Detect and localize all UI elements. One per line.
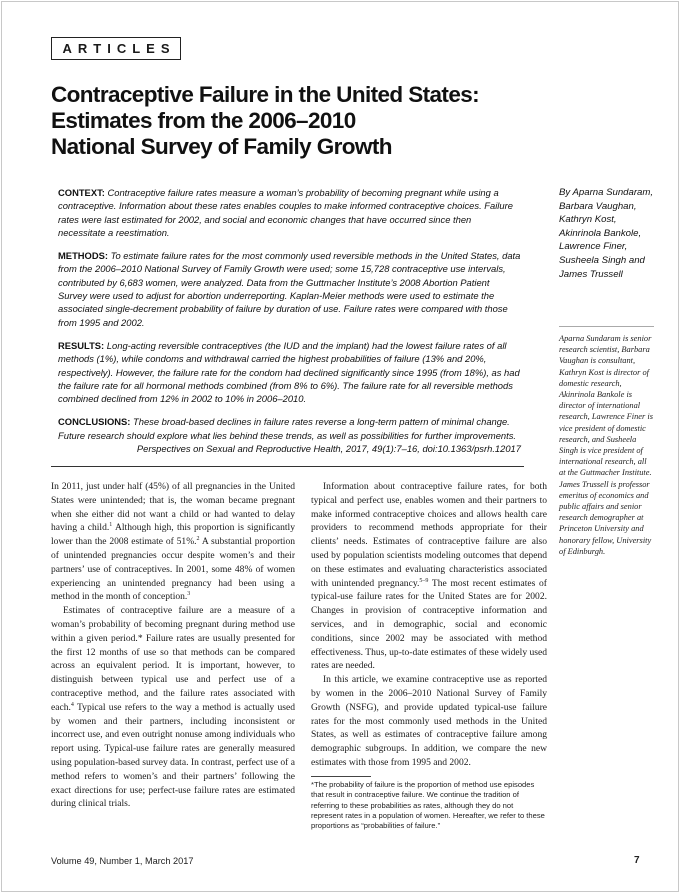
issue-info: Volume 49, Number 1, March 2017 <box>51 856 194 866</box>
section-label: ARTICLES <box>51 37 181 60</box>
body-column-right <box>311 480 547 770</box>
body-text: A substantial proportion of unintended pregnancies occur despite women’s and their partners’ use of contraceptives. In 2001, some 48% of women experiencing an unintended pregnancy had been using a method in the month of conception. <box>51 536 296 603</box>
footnote-divider <box>311 776 371 777</box>
page-number: 7 <box>634 855 640 866</box>
context-text: Contraceptive failure rates measure a woman’s probability of becoming pregnant while using a contraceptive. Information about these rates enables couples to make informed contraceptive choices. Failure rates were last estimated for 2002, and social and economic changes that have occurred since then necessitate a reestimation. <box>58 187 513 238</box>
reference-marker: 4 <box>70 701 74 708</box>
title-line-3: National Survey of Family Growth <box>51 134 392 159</box>
methods-text: To estimate failure rates for the most commonly used reversible methods in the United States, data from the 2006–2010 National Survey of Family Growth were used; some 15,728 contraceptive use intervals, contributed by 6,683 women, were analyzed. Data from the Guttmacher Institute’s 2008 Abortion Patient Survey were used to adjust for abortion underreporting. Kaplan-Meier methods were used to estimate the associated single-decrement probability of failure by duration of use. Failure rates were compared with those from 1995 and 2002. <box>58 250 521 328</box>
reference-marker: 5–9 <box>419 577 429 584</box>
body-text: The most recent estimates of typical-use failure rates for the United States are for 2002. Changes in provision of contraceptive information and services, and in demographic, social and economic conditions, since 2002 may be associated with method effectiveness. Thus, up-to-date estimates of these widely used rates are needed. <box>311 577 547 672</box>
body-paragraph-3 <box>311 480 547 673</box>
body-paragraph-4: In this article, we examine contraceptive use as reported by women in the 2006–2010 National Survey of Family Growth (NSFG), and provide updated typical-use failure rates for the most commonly used methods in the United States, as well as estimates of contraceptive failure among demographic subgroups. In addition, we compare the new estimates with those from 1995 and 2002. <box>311 674 547 768</box>
body-text: Although high, this proportion is significantly lower than the 2008 estimate of 51%. <box>51 522 295 548</box>
title-line-1: Contraceptive Failure in the United States: <box>51 82 480 107</box>
author-divider <box>559 326 654 327</box>
author-byline: By Aparna Sundaram, Barbara Vaughan, Kathryn Kost, Akinrinola Bankole, Lawrence Finer, Susheela Singh and James Trussell <box>559 187 654 280</box>
body-column-left <box>51 480 295 811</box>
abstract-methods <box>58 249 521 329</box>
conclusions-text: These broad-based declines in failure rates reverse a long-term pattern of minimal change. Future research should explore what lies behind these trends, as well as possibilities for further improvements. <box>58 416 517 441</box>
reference-marker: 3 <box>187 591 191 598</box>
results-label: RESULTS: <box>58 339 105 351</box>
author-affiliations: Aparna Sundaram is senior research scientist, Barbara Vaughan is consultant, Kathryn Kost is director of domestic research, Akinrinola Bankole is director of international research, Lawrence Finer is vice president of domestic research, and Susheela Singh is vice president of international research, all at the Guttmacher Institute. James Trussell is professor emeritus of economics and public affairs and senior research demographer at Princeton University and honorary fellow, University of Edinburgh. <box>559 334 653 556</box>
body-text: Estimates of contraceptive failure are a measure of a woman’s probability of becoming pregnant during method use within a given period.* Failure rates are usually presented for the first 12 months of use so that methods can be compared across an equivalent period. It is important, however, to distinguish between typical use and perfect use of a contraceptive method, and the failure rates associated with each. <box>51 605 295 713</box>
abstract-results <box>58 339 521 405</box>
citation: Perspectives on Sexual and Reproductive Health, 2017, 49(1):7–16, doi:10.1363/psrh.12017 <box>136 443 521 455</box>
abstract-context <box>58 186 521 239</box>
reference-marker: 2 <box>196 536 200 543</box>
footnote: *The probability of failure is the proportion of method use episodes that result in contraceptive failure. We continue the tradition of referring to these probabilities as rates, although they do not represent rates in a population of women. Hereafter, we refer to these proportions as “probabilities of failure.” <box>311 780 545 831</box>
title-line-2: Estimates from the 2006–2010 <box>51 108 356 133</box>
body-text: In 2011, just under half (45%) of all pregnancies in the United States were unintended; that is, the woman became pregnant when she either did not want a child or had wanted to delay having a child. <box>51 481 295 534</box>
methods-label: METHODS: <box>58 250 108 262</box>
context-label: CONTEXT: <box>58 187 105 198</box>
reference-marker: 1 <box>109 522 113 529</box>
conclusions-label: CONCLUSIONS: <box>58 416 131 428</box>
body-text: Information about contraceptive failure rates, for both typical and perfect use, enables women and their partners to make informed contraceptive choices and allows health care providers to recommend methods appropriate for their clients’ needs. Estimates of contraceptive failure are also used by population scientists modeling outcomes that depend on these estimates and evaluating characteristics associated with unintended pregnancy. <box>311 481 547 589</box>
body-paragraph-2 <box>51 604 295 811</box>
abstract-divider <box>51 466 524 467</box>
abstract <box>58 186 521 455</box>
body-paragraph-1 <box>51 480 295 604</box>
abstract-conclusions <box>58 415 521 442</box>
body-text: Typical use refers to the way a method is actually used by women and their partners, including inconsistent or incorrect use, and even outright nonuse among individuals who report using. Typical-use failure rates are generally measured using population-based survey data. In contrast, perfect use of a method refers to women’s and their partners’ following the exact directions for use; perfect-use failure rates are estimated during clinical trials. <box>51 701 295 810</box>
results-text: Long-acting reversible contraceptives (the IUD and the implant) had the lowest failure rates of all methods (1%), while condoms and withdrawal carried the highest probabilities of failure (13% and 20%, respectively). However, the failure rate for the condom had declined significantly since 1995 (from 18%), as had the failure rate for all hormonal methods combined (from 8% to 6%). The failure rate for all reversible methods combined declined from 12% in 2002 to 10% in 2006–2010. <box>58 339 520 405</box>
article-title <box>51 82 491 160</box>
